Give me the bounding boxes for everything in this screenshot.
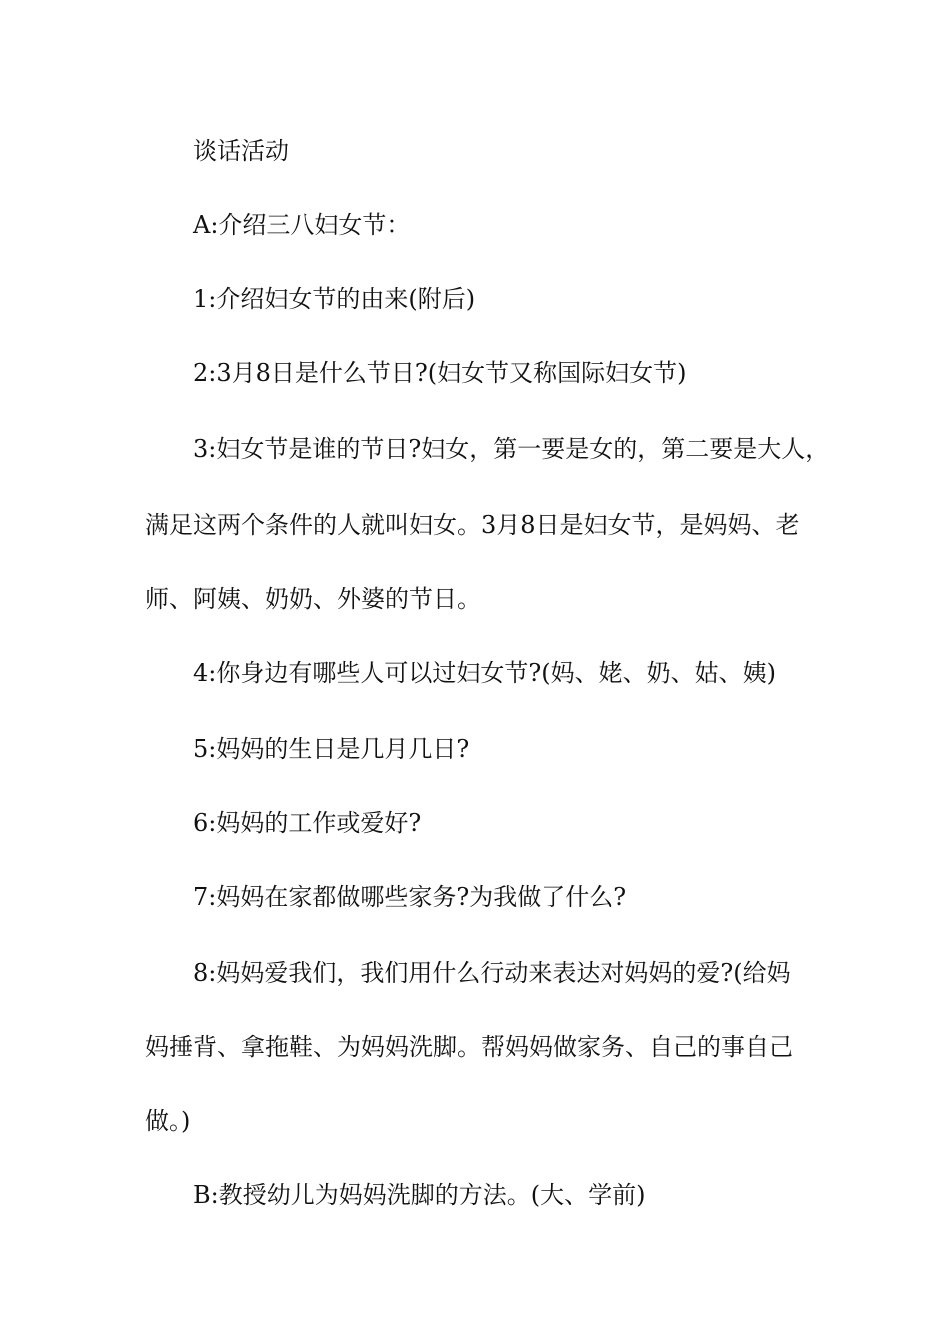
paragraph-5: 5:妈妈的生日是几月几日? — [193, 735, 470, 763]
item-b-heading: B:教授幼儿为妈妈洗脚的方法。(大、学前) — [193, 1181, 646, 1209]
section-heading: 谈话活动 — [193, 137, 289, 165]
paragraph-7: 7:妈妈在家都做哪些家务?为我做了什么? — [193, 883, 627, 911]
paragraph-8-line-3: 做。) — [145, 1107, 191, 1135]
paragraph-3-line-1: 3:妇女节是谁的节日?妇女，第一要是女的，第二要是大人， — [193, 435, 830, 463]
paragraph-3-line-2: 满足这两个条件的人就叫妇女。3月8日是妇女节，是妈妈、老 — [145, 511, 800, 539]
paragraph-8-line-1: 8:妈妈爱我们，我们用什么行动来表达对妈妈的爱?(给妈 — [193, 959, 791, 987]
paragraph-2: 2:3月8日是什么节日?(妇女节又称国际妇女节) — [193, 359, 687, 387]
paragraph-1: 1:介绍妇女节的由来(附后) — [193, 285, 476, 313]
item-a-heading: A:介绍三八妇女节： — [193, 211, 411, 239]
paragraph-4: 4:你身边有哪些人可以过妇女节?(妈、姥、奶、姑、姨) — [193, 659, 776, 687]
paragraph-8-line-2: 妈捶背、拿拖鞋、为妈妈洗脚。帮妈妈做家务、自己的事自己 — [145, 1033, 793, 1061]
paragraph-6: 6:妈妈的工作或爱好? — [193, 809, 422, 837]
paragraph-3-line-3: 师、阿姨、奶奶、外婆的节日。 — [145, 585, 481, 613]
